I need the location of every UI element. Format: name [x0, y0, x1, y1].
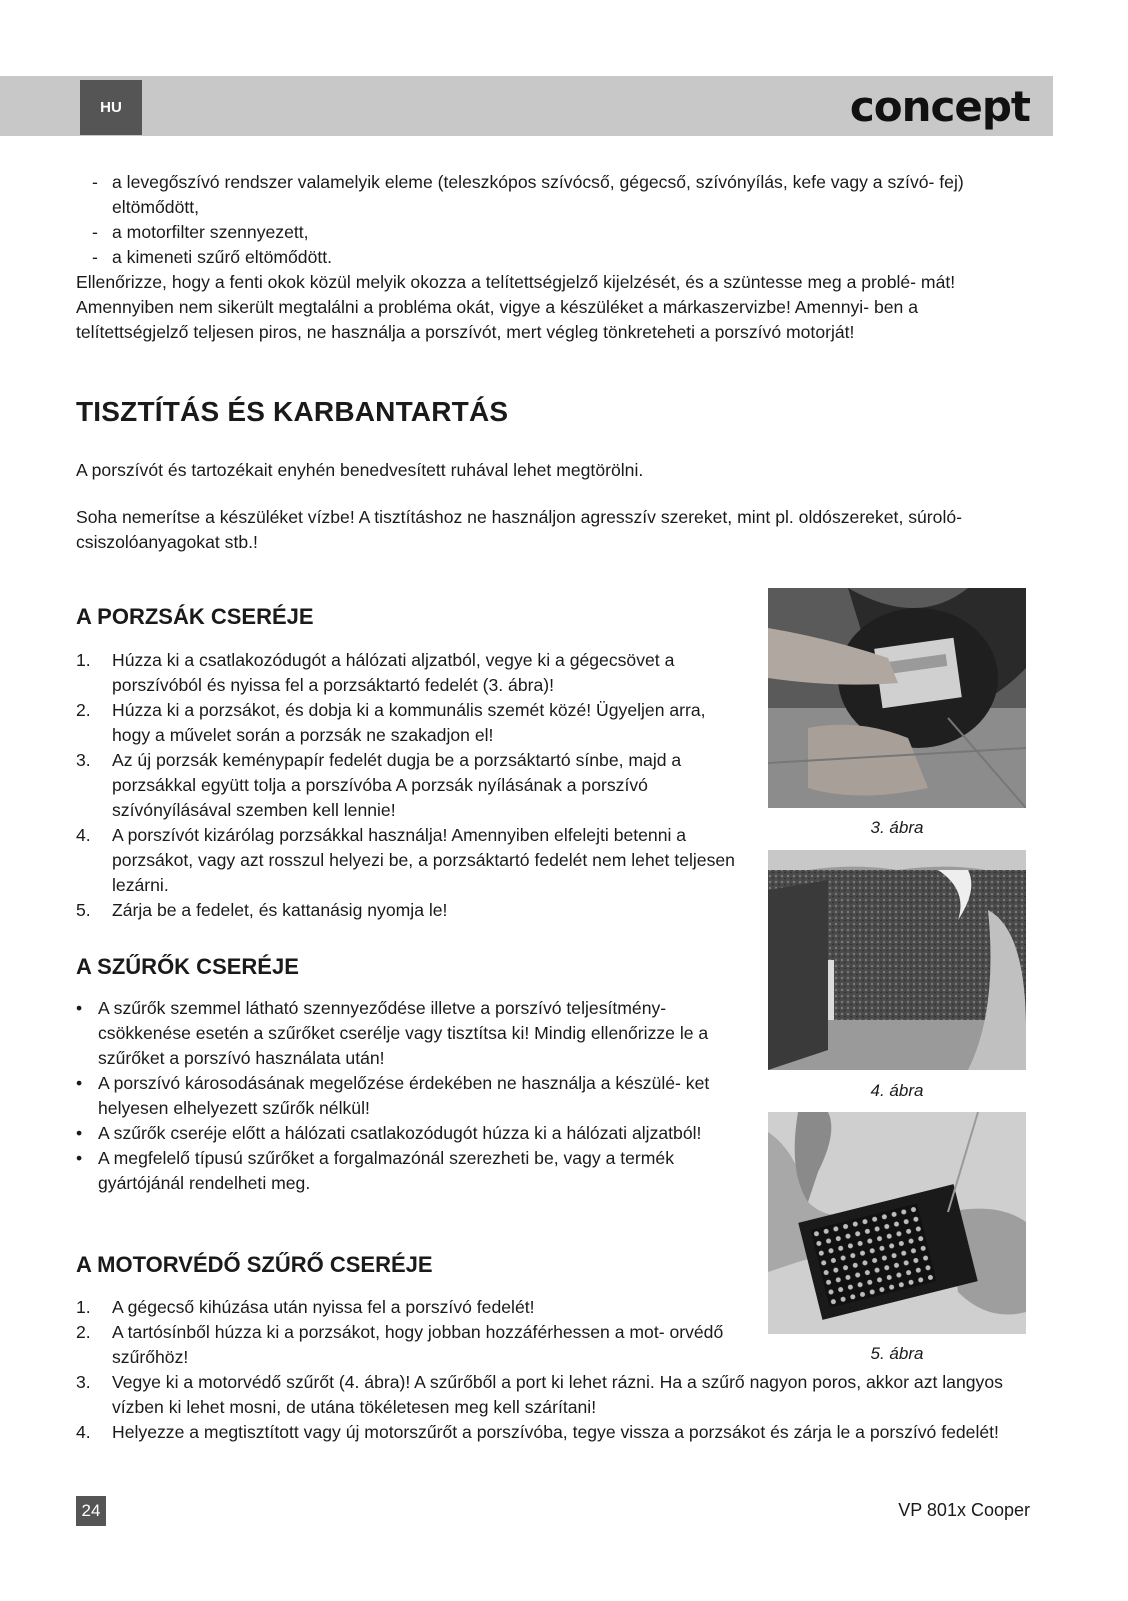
list-item: - a levegőszívó rendszer valamelyik eleme (teleszkópos szívócső, gégecső, szívónyílás, kefe vagy a szívó- fej) eltömődött, [92, 172, 964, 217]
motor-filter-photo-illustration [768, 850, 1026, 1070]
section-title-filters: A SZŰRŐK CSERÉJE [76, 954, 299, 979]
list-item: • A megfelelő típusú szűrőket a forgalmazónál szerezheti be, vagy a termék gyártójánál rendelheti meg. [76, 1148, 675, 1193]
dust-bag-photo-illustration [768, 588, 1026, 808]
section-title-cleaning: TISZTÍTÁS ÉS KARBANTARTÁS [76, 396, 509, 427]
intro-block [76, 170, 1028, 345]
brand-logo: concept [849, 82, 1030, 131]
list-item: 1. Húzza ki a csatlakozódugót a hálózati aljzatból, vegye ki a gégecsövet a porszívóból és nyissa fel a porzsáktartó fedelét (3. ábra)! [76, 650, 675, 695]
filter-notes [76, 996, 748, 1196]
section-title-dust-bag: A PORZSÁK CSERÉJE [76, 604, 314, 629]
figure-4-photo [768, 850, 1026, 1070]
language-code: HU [100, 99, 122, 116]
list-item: 5. Zárja be a fedelet, és kattanásig nyomja le! [76, 900, 448, 920]
list-item: 1. A gégecső kihúzása után nyissa fel a porszívó fedelét! [76, 1297, 535, 1317]
filter-removal-photo-illustration [768, 1112, 1026, 1334]
list-item: 4. Helyezze a megtisztított vagy új motorszűrőt a porszívóba, tegye vissza a porzsákot és zárja le a porszívó fedelét! [76, 1422, 999, 1442]
list-item: 2. Húzza ki a porzsákot, és dobja ki a kommunális szemét közé! Ügyeljen arra, hogy a művelet során a porzsák ne szakadjon el! [76, 700, 706, 745]
cleaning-paragraph-2: Soha nemerítse a készüléket vízbe! A tisztításhoz ne használjon agresszív szereket, mint pl. oldószereket, súroló- csiszolóanyagokat stb.! [76, 507, 962, 552]
list-item: - a motorfilter szennyezett, [92, 222, 309, 242]
list-item: 2. A tartósínből húzza ki a porzsákot, hogy jobban hozzáférhessen a mot- orvédő szűrőhöz! [76, 1322, 724, 1367]
section-title-motor-filter: A MOTORVÉDŐ SZŰRŐ CSERÉJE [76, 1252, 433, 1277]
list-item: 4. A porszívót kizárólag porzsákkal használja! Amennyiben elfelejti betenni a porzsákot, vagy azt rosszul helyezi be, a porzsáktartó fedelét nem lehet teljesen lezárni. [76, 825, 735, 895]
figure-5-photo [768, 1112, 1026, 1334]
figure-5-caption: 5. ábra [870, 1344, 924, 1363]
list-item: 3. Vegye ki a motorvédő szűrőt (4. ábra)! A szűrőből a port ki lehet rázni. Ha a szűrő nagyon poros, akkor azt langyos vízben ki lehet mosni, de utána tökéletesen meg kell szárítani! [76, 1372, 1003, 1417]
model-name: VP 801x Cooper [898, 1500, 1030, 1520]
cause-list [76, 170, 1028, 270]
list-item: • A szűrők cseréje előtt a hálózati csatlakozódugót húzza ki a hálózati aljzatból! [76, 1123, 702, 1143]
figure-4-caption: 4. ábra [870, 1081, 924, 1100]
list-item: 3. Az új porzsák keménypapír fedelét dugja be a porzsáktartó sínbe, majd a porzsákkal együtt tolja a porszívóba A porzsák nyílásának a porszívó szívónyílásával szemben kell lennie! [76, 750, 682, 820]
language-badge [80, 80, 142, 135]
list-item: • A porszívó károsodásának megelőzése érdekében ne használja a készülé- ket helyesen elhelyezett szűrők nélkül! [76, 1073, 710, 1118]
list-item: - a kimeneti szűrő eltömődött. [92, 247, 333, 267]
cleaning-paragraph-1: A porszívót és tartozékait enyhén benedvesített ruhával lehet megtörölni. [76, 460, 644, 480]
figure-3-photo [768, 588, 1026, 808]
page-number: 24 [76, 1496, 106, 1526]
list-item: • A szűrők szemmel látható szennyeződése illetve a porszívó teljesítmény- csökkenése esetén a szűrőket cserélje vagy tisztítsa ki! Mindig ellenőrizze le a szűrőket a porszívó használata után! [76, 998, 709, 1068]
dust-bag-steps [76, 648, 748, 923]
intro-paragraph: Ellenőrizze, hogy a fenti okok közül melyik okozza a telítettségjelző kijelzését, és a szüntesse meg a problé- mát! Amennyiben nem sikerült megtalálni a probléma okát, vigye a készüléket a márkaszervizbe! Amennyi- ben a telítettségjelző teljesen piros, ne használja a porszívót, mert végleg tönkreteheti a porszívó motorját! [76, 272, 956, 342]
figure-3-caption: 3. ábra [870, 818, 924, 837]
